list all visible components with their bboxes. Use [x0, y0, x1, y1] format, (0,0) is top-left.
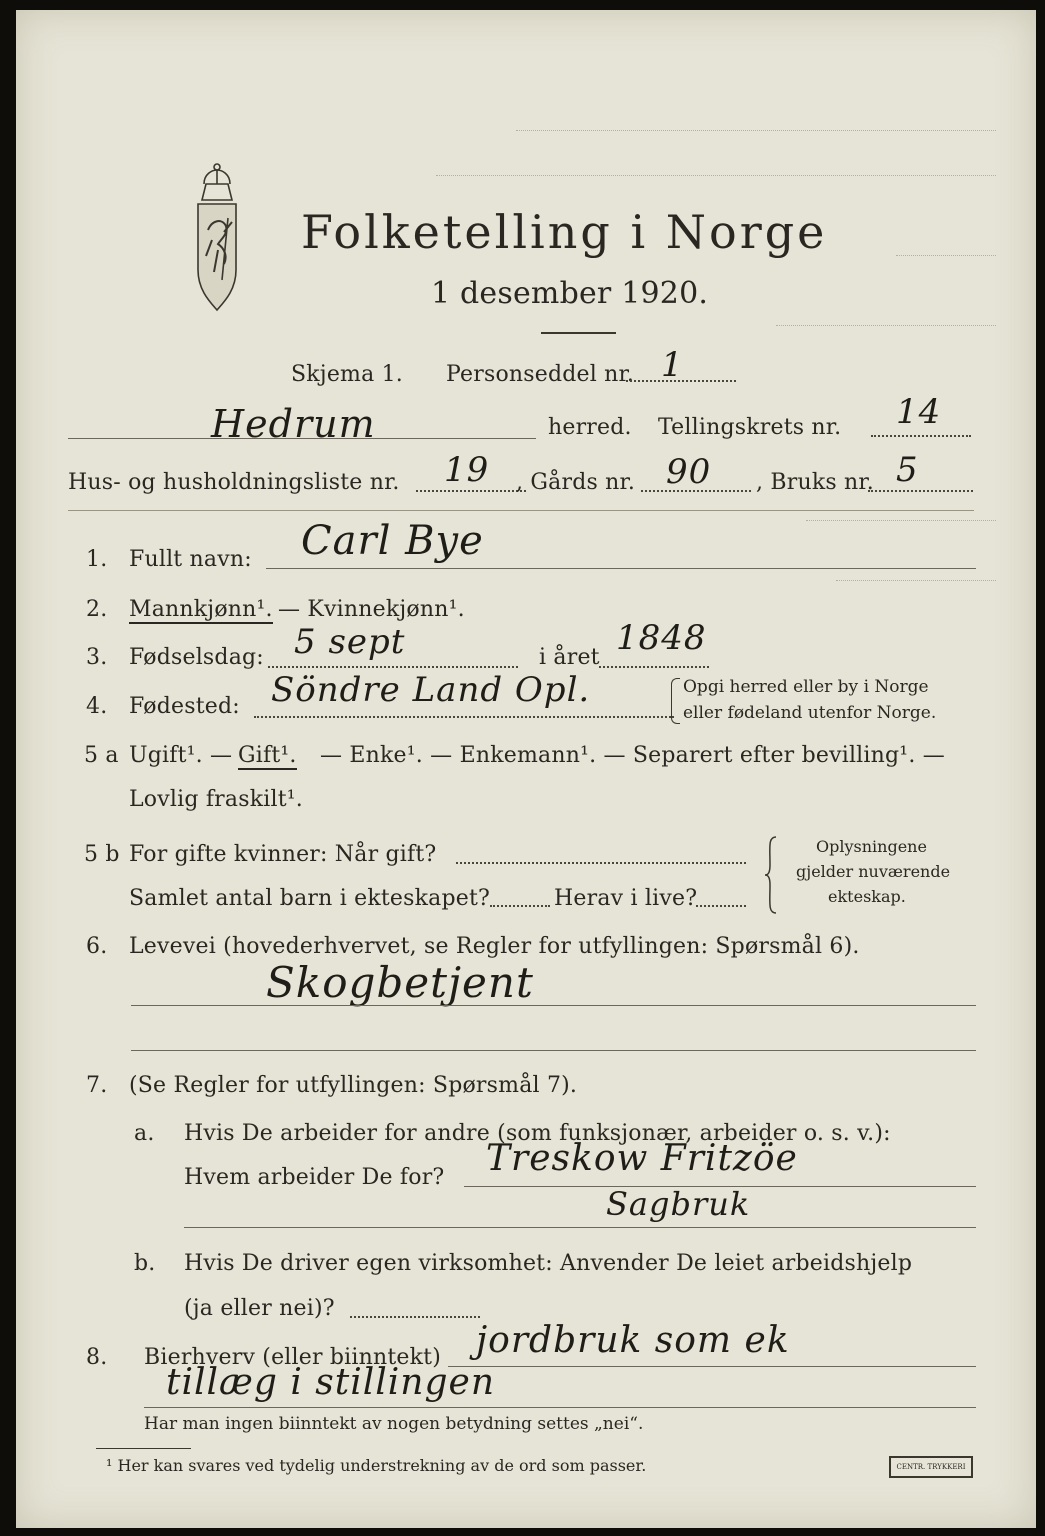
q7-number: 7. [86, 1073, 108, 1098]
tellingskrets-label: Tellingskrets nr. [658, 415, 842, 440]
q1-field-line [266, 568, 976, 569]
q7b-label2: (ja eller nei)? [184, 1296, 335, 1321]
q3-year-field-line [599, 666, 709, 668]
q5b-number: 5 b [84, 842, 120, 867]
q8-field-line2 [144, 1407, 976, 1408]
q4-label: Fødested: [129, 694, 240, 719]
herred-value: Hedrum [211, 402, 376, 446]
q4-note-brace [671, 678, 680, 724]
q7a-value2: Sagbruk [606, 1185, 751, 1223]
tellingskrets-field-line [871, 435, 971, 437]
q6-value: Skogbetjent [266, 958, 534, 1007]
page-title: Folketelling i Norge [301, 205, 828, 259]
skjema-label: Skjema 1. [291, 362, 404, 387]
q4-field-line [254, 716, 674, 718]
q5a-gift-underlined: Gift¹. [238, 743, 297, 768]
q8-number: 8. [86, 1345, 108, 1370]
q2-number: 2. [86, 597, 108, 622]
footnote: ¹ Her kan svares ved tydelig understrekning av de ord som passer. [106, 1456, 647, 1475]
personseddel-value: 1 [661, 345, 684, 385]
q8-label: Bierhverv (eller biinntekt) [144, 1345, 442, 1370]
q8-field-line1 [448, 1366, 976, 1367]
gards-label: , Gårds nr. [516, 470, 636, 495]
q6-field-line1 [131, 1005, 976, 1006]
bruks-field-line [868, 490, 973, 492]
q7b-field-line [350, 1316, 480, 1318]
q4-note-line1: Opgi herred eller by i Norge [683, 677, 929, 697]
q2-rest: — Kvinnekjønn¹. [278, 597, 465, 622]
q7a-value: Treskow Fritzöe [486, 1138, 798, 1179]
q3-label: Fødselsdag: [129, 645, 264, 670]
q5a-ugift: Ugift¹. — [129, 743, 233, 768]
q3-year-value: 1848 [616, 618, 707, 658]
printer-stamp: CENTR. TRYKKERI [889, 1456, 973, 1478]
tellingskrets-value: 14 [896, 392, 942, 432]
q4-value: Söndre Land Opl. [271, 670, 591, 710]
footnote-rule [96, 1448, 191, 1449]
q8-value2: tillæg i stillingen [166, 1362, 496, 1403]
census-date: 1 desember 1920. [431, 276, 709, 311]
title-divider [541, 332, 616, 334]
q1-number: 1. [86, 547, 108, 572]
q6-number: 6. [86, 934, 108, 959]
q6-label: Levevei (hovederhvervet, se Regler for utfyllingen: Spørsmål 6). [129, 934, 860, 959]
q6-field-line2 [131, 1050, 976, 1051]
q8-value: jordbruk som ek [476, 1320, 790, 1361]
q5b-children-field-line [490, 905, 550, 907]
q5b-note-line1: Oplysningene [816, 837, 927, 856]
q1-value: Carl Bye [301, 518, 484, 564]
gards-value: 90 [666, 452, 712, 492]
q5b-label3: Herav i live? [554, 886, 698, 911]
bruks-label: , Bruks nr. [756, 470, 874, 495]
q7b-number: b. [134, 1251, 156, 1276]
q7b-label: Hvis De driver egen virksomhet: Anvender De leiet arbeidshjelp [184, 1251, 913, 1276]
q7a-number: a. [134, 1121, 155, 1146]
q2-mannkjonn-underlined: Mannkjønn¹. [129, 597, 273, 622]
q5b-married-field-line [456, 862, 746, 864]
q3-year-label: i året [539, 645, 600, 670]
q3-day-field-line [268, 666, 518, 668]
q5a-rest: — Enke¹. — Enkemann¹. — Separert efter bevilling¹. — [320, 743, 945, 768]
hus-label: Hus- og husholdningsliste nr. [68, 470, 400, 495]
bleed-through-line [896, 255, 996, 256]
q5b-label2: Samlet antal barn i ekteskapet? [129, 886, 491, 911]
bleed-through-line [806, 520, 996, 521]
q5a-number: 5 a [84, 743, 119, 768]
q5b-label1: For gifte kvinner: Når gift? [129, 842, 437, 867]
q3-number: 3. [86, 645, 108, 670]
q1-label: Fullt navn: [129, 547, 252, 572]
herred-label: herred. [548, 415, 632, 440]
section-divider [68, 510, 974, 511]
q5b-note-line2: gjelder nuværende [796, 862, 951, 881]
q4-note-line2: eller fødeland utenfor Norge. [683, 703, 937, 723]
norwegian-coat-of-arms-icon [178, 160, 256, 320]
bleed-through-line [836, 580, 996, 581]
bruks-value: 5 [896, 450, 919, 490]
q7a-field-line2 [184, 1227, 976, 1228]
personseddel-label: Personseddel nr. [446, 362, 635, 387]
q5b-living-field-line [696, 905, 746, 907]
q8-note: Har man ingen biinntekt av nogen betydning settes „nei“. [144, 1414, 644, 1434]
census-sheet [16, 10, 1036, 1528]
bleed-through-line [776, 325, 996, 326]
q5b-note-brace-icon [764, 835, 778, 915]
bleed-through-line [436, 175, 996, 176]
q5b-note-line3: ekteskap. [828, 887, 906, 906]
q7a-label2: Hvem arbeider De for? [184, 1165, 445, 1190]
hus-value: 19 [444, 450, 490, 490]
bleed-through-line [516, 130, 996, 131]
q5a-line2: Lovlig fraskilt¹. [129, 787, 303, 812]
q4-number: 4. [86, 694, 108, 719]
q3-value: 5 sept [294, 622, 406, 662]
q7a-label: Hvis De arbeider for andre (som funksjonær, arbeider o. s. v.): [184, 1121, 891, 1146]
q7-label: (Se Regler for utfyllingen: Spørsmål 7). [129, 1073, 578, 1098]
hus-field-line [416, 490, 526, 492]
